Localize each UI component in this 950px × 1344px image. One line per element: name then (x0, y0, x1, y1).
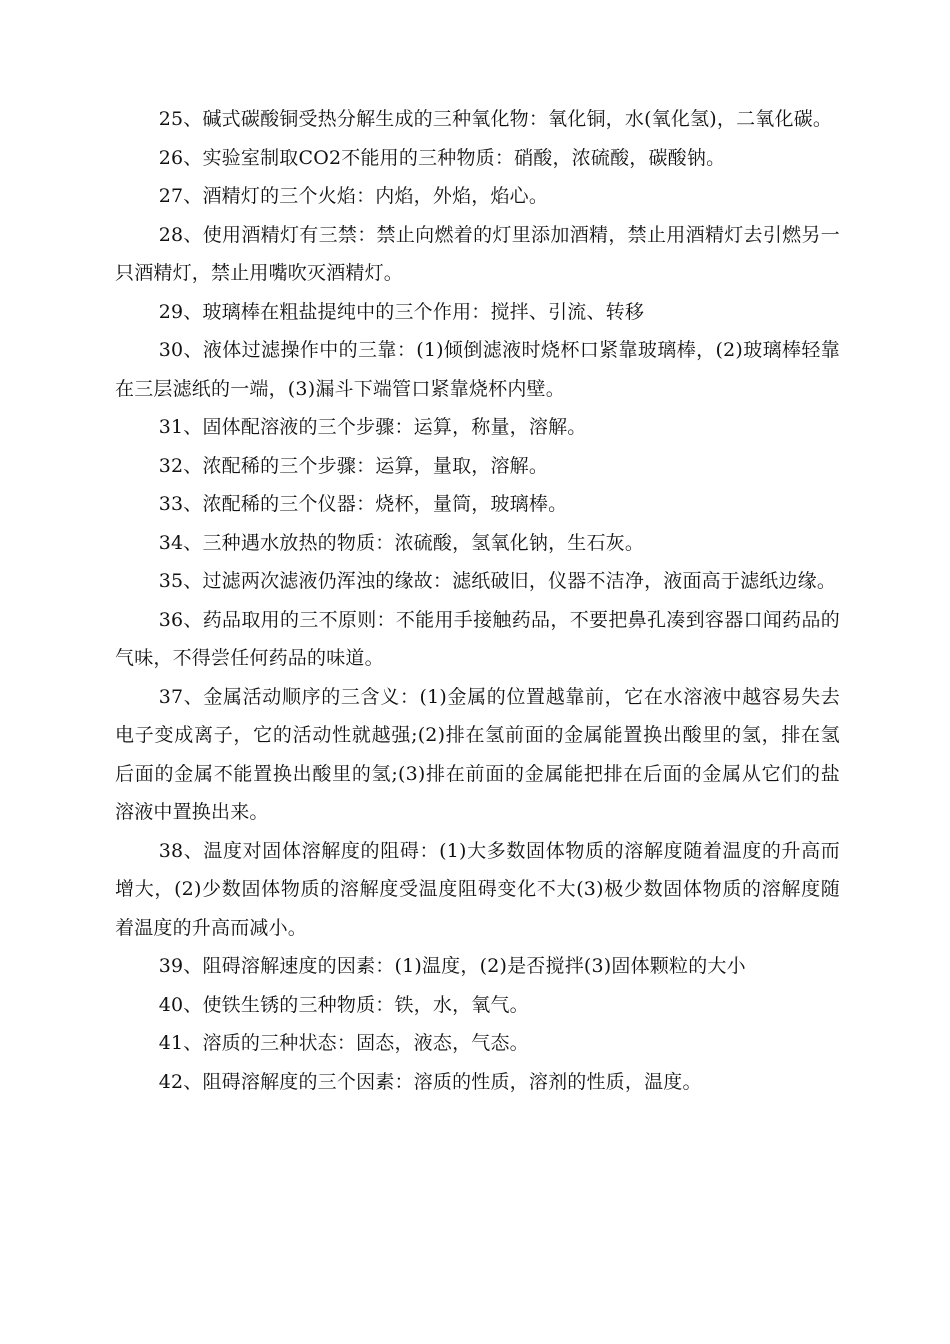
paragraph-41: 41、溶质的三种状态：固态，液态，气态。 (158, 1032, 529, 1054)
paragraph-25: 25、碱式碳酸铜受热分解生成的三种氧化物：氧化铜，水(氧化氢)，二氧化碳。 (158, 108, 833, 130)
paragraph-26: 26、实验室制取CO2不能用的三种物质：硝酸，浓硫酸，碳酸钠。 (158, 146, 726, 169)
paragraph-39: 39、阻碍溶解速度的因素：(1)温度，(2)是否搅拌(3)固体颗粒的大小 (158, 955, 746, 977)
paragraph-29: 29、玻璃棒在粗盐提纯中的三个作用：搅拌、引流、转移 (158, 300, 645, 323)
paragraph-30: 30、液体过滤操作中的三靠：(1)倾倒滤液时烧杯口紧靠玻璃棒，(2)玻璃棒轻靠在三层滤纸的一端，(3)漏斗下端管口紧靠烧杯内壁。 (115, 339, 840, 400)
paragraph-37: 37、金属活动顺序的三含义：(1)金属的位置越靠前，它在水溶液中越容易失去电子变成离子，它的活动性就越强;(2)排在氢前面的金属能置换出酸里的氢，排在氢后面的金属不能置换出酸里的氢;(3)排在前面的金属能把排在后面的金属从它们的盐溶液中置换出来。 (115, 685, 840, 823)
paragraph-31: 31、固体配溶液的三个步骤：运算，称量，溶解。 (158, 416, 587, 438)
document-body (115, 100, 840, 1101)
paragraph-32: 32、浓配稀的三个步骤：运算，量取，溶解。 (158, 454, 549, 477)
paragraph-36: 36、药品取用的三不原则：不能用手接触药品，不要把鼻孔凑到容器口闻药品的气味，不得尝任何药品的味道。 (115, 608, 840, 669)
paragraph-42: 42、阻碍溶解度的三个因素：溶质的性质，溶剂的性质，温度。 (158, 1070, 702, 1093)
paragraph-27: 27、酒精灯的三个火焰：内焰，外焰，焰心。 (158, 185, 549, 207)
paragraph-35: 35、过滤两次滤液仍浑浊的缘故：滤纸破旧，仪器不洁净，液面高于滤纸边缘。 (158, 570, 837, 592)
paragraph-40: 40、使铁生锈的三种物质：铁，水，氧气。 (158, 993, 529, 1016)
paragraph-33: 33、浓配稀的三个仪器：烧杯，量筒，玻璃棒。 (158, 493, 568, 515)
paragraph-34: 34、三种遇水放热的物质：浓硫酸，氢氧化钠，生石灰。 (158, 531, 645, 554)
paragraph-28: 28、使用酒精灯有三禁：禁止向燃着的灯里添加酒精，禁止用酒精灯去引燃另一只酒精灯，禁止用嘴吹灭酒精灯。 (115, 223, 840, 284)
paragraph-38: 38、温度对固体溶解度的阻碍：(1)大多数固体物质的溶解度随着温度的升高而增大，(2)少数固体物质的溶解度受温度阻碍变化不大(3)极少数固体物质的溶解度随着温度的升高而减小。 (115, 839, 840, 939)
